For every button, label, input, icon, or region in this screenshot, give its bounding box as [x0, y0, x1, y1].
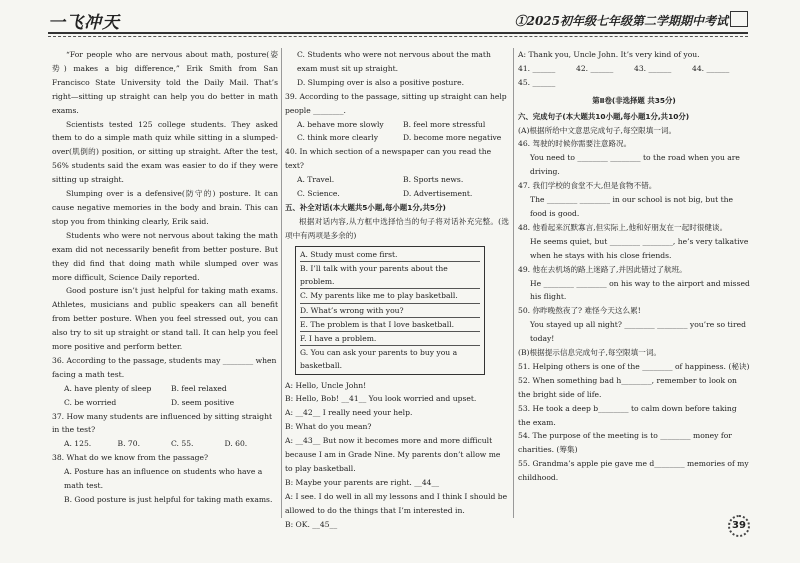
- answer-blank[interactable]: 41. ______: [518, 63, 556, 73]
- option[interactable]: D. Slumping over is also a positive posture.: [297, 77, 464, 87]
- dialogue-line: B: Maybe your parents are right. __44__: [285, 477, 440, 487]
- options-40: [285, 187, 509, 201]
- answer-row: [518, 62, 750, 76]
- question-54[interactable]: 54. The purpose of the meeting is to ________ money for charities. (筹集): [518, 431, 732, 455]
- header-rule-dashed: [48, 36, 748, 37]
- exam-title: ①2025初年级七年级第二学期期中考试: [514, 14, 728, 28]
- dialogue-line: A: __43__ But now it becomes more and more difficult because I am in Grade Nine. My parents don’t allow me to play basketball.: [285, 436, 501, 473]
- question-37: 37. How many students are influenced by sitting straight in the test?: [52, 411, 273, 435]
- passage-paragraph: Students who were not nervous about taking the math exam did not necessarily benefit from better posture. But they did find that doing math while slumped over was more difficult, Science Daily reported.: [52, 230, 278, 282]
- passage-paragraph: Good posture isn’t just helpful for taking math exams. Athletes, musicians and public speakers can all benefit from better posture. When you feel stressed out, you can also try to sit up straight or stand tall. It can help you feel more positive and perform better.: [52, 286, 278, 352]
- box-option: C. My parents like me to play basketball.: [300, 289, 480, 303]
- dialogue-line: A: Hello, Uncle John!: [285, 380, 367, 390]
- option[interactable]: D. become more negative: [403, 133, 502, 143]
- header-rule: [48, 32, 748, 34]
- option[interactable]: A. 125.: [64, 439, 92, 449]
- answer-blank[interactable]: 45. ______: [518, 77, 556, 87]
- question-39: 39. According to the passage, sitting up straight can help people ________.: [285, 91, 507, 115]
- option[interactable]: A. behave more slowly: [297, 119, 384, 129]
- dialogue-line: B: Hello, Bob! __41__ You look worried and upset.: [285, 394, 477, 404]
- box-option: A. Study must come first.: [300, 248, 480, 262]
- question-53[interactable]: 53. He took a deep b________ to calm down before taking the exam.: [518, 403, 737, 427]
- answer-blank[interactable]: 43. ______: [634, 63, 672, 73]
- question-47-en[interactable]: The ________ ________ in our school is not big, but the food is good.: [530, 195, 734, 218]
- option[interactable]: B. Sports news.: [403, 175, 464, 185]
- options-36: [52, 382, 278, 396]
- option[interactable]: A. Travel.: [297, 175, 335, 185]
- passage-paragraph: Slumping over is a defensive(防守的) posture. It can cause negative memories in the body and brain. This can stop you from thinking clearly, Erik said.: [52, 189, 278, 226]
- question-48-en[interactable]: He seems quiet, but ________ ________, he’s very talkative when he stays with his close friends.: [530, 236, 749, 260]
- column-divider: [513, 48, 514, 518]
- option[interactable]: B. 70.: [117, 439, 140, 449]
- header-decoration: [730, 11, 748, 27]
- subsection-instruction: (A)根据所给中文意思完成句子,每空限填一词。: [518, 125, 677, 135]
- dialogue-line: B: OK. __45__: [285, 519, 338, 529]
- passage-paragraph: “For people who are nervous about math, posture(姿势) makes a big difference,” Erik Smith from San Francisco State University told the Daily Mail. That’s right—sitting up straight can help you do better in math exams.: [52, 50, 278, 115]
- option[interactable]: B. feel relaxed: [171, 383, 227, 393]
- question-49-cn: 49. 他在去机场的路上迷路了,并因此错过了航班。: [518, 264, 687, 274]
- question-52[interactable]: 52. When something bad h________, remember to look on the bright side of life.: [518, 375, 737, 399]
- section-title: 六、完成句子(本大题共10小题,每小题1分,共10分): [518, 111, 690, 121]
- question-48-cn: 48. 他看起来沉默寡言,但实际上,他和好朋友在一起时很健谈。: [518, 222, 728, 232]
- question-51[interactable]: 51. Helping others is one of the ________ of happiness. (秘诀): [518, 361, 750, 371]
- box-option: B. I’ll talk with your parents about the problem.: [300, 262, 480, 289]
- dialogue-line: A: Thank you, Uncle John. It’s very kind of you.: [518, 50, 700, 59]
- box-option: E. The problem is that I love basketball.: [300, 318, 480, 332]
- option[interactable]: C. think more clearly: [297, 133, 379, 143]
- question-46-en[interactable]: You need to ________ ________ to the road when you are driving.: [530, 153, 740, 177]
- question-47-cn: 47. 我们学校的食堂不大,但是食物不错。: [518, 181, 657, 191]
- passage-paragraph: Scientists tested 125 college students. They asked them to do a simple math quiz while sitting in a slumped-over(肌倒的) position, or sitting up straight. After the test, 56% students said the exam was easier to do if they were sitting up straight.: [52, 119, 278, 185]
- option[interactable]: D. seem positive: [171, 397, 235, 407]
- options-36: [52, 396, 278, 410]
- question-50-en[interactable]: You stayed up all night? ________ ________ you’re so tired today!: [530, 320, 746, 344]
- option[interactable]: A. have plenty of sleep: [64, 383, 152, 393]
- option[interactable]: C. Science.: [297, 189, 340, 199]
- option[interactable]: D. 60.: [224, 439, 248, 449]
- option[interactable]: D. Advertisement.: [403, 189, 473, 199]
- option[interactable]: B. Good posture is just helpful for taking math exams.: [64, 495, 273, 504]
- page-header: [0, 0, 800, 44]
- question-46-cn: 46. 驾驶的时候你需要注意路况。: [518, 139, 632, 149]
- brand-logo: 一飞冲天: [48, 13, 120, 33]
- box-option: D. What’s wrong with you?: [300, 304, 480, 318]
- part-title: 第Ⅱ卷(非选择题 共35分): [592, 95, 676, 105]
- question-40: 40. In which section of a newspaper can you read the text?: [285, 147, 492, 171]
- dialogue-line: A: I see. I do well in all my lessons and I think I should be allowed to do the things that I’m interested in.: [285, 491, 508, 515]
- dialogue-line: B: What do you mean?: [285, 422, 372, 432]
- answer-blank[interactable]: 42. ______: [576, 63, 614, 73]
- options-40: [285, 173, 509, 187]
- column-left: [52, 48, 278, 507]
- column-divider: [281, 48, 282, 518]
- option[interactable]: C. 55.: [171, 439, 194, 449]
- section-instruction: 根据对话内容,从方框中选择恰当的句子将对话补充完整。(选项中有两项是多余的): [285, 216, 509, 240]
- box-option: G. You can ask your parents to buy you a basketball.: [300, 348, 458, 371]
- question-36: 36. According to the passage, students may ________ when facing a math test.: [52, 355, 277, 379]
- options-39: [285, 131, 509, 145]
- question-38: 38. What do we know from the passage?: [52, 453, 209, 463]
- options-box: [295, 246, 485, 375]
- answer-blank[interactable]: 44. ______: [692, 63, 730, 73]
- page-number: 39: [728, 515, 750, 537]
- subsection-instruction: (B)根据提示信息完成句子,每空限填一词。: [518, 348, 662, 358]
- option[interactable]: C. be worried: [64, 397, 117, 407]
- question-49-en[interactable]: He ________ ________ on his way to the airport and missed his flight.: [530, 278, 750, 302]
- column-right: [518, 48, 750, 485]
- column-middle: [285, 48, 509, 531]
- option[interactable]: C. Students who were not nervous about the math exam must sit up straight.: [297, 50, 491, 73]
- option[interactable]: B. feel more stressful: [403, 119, 486, 129]
- option[interactable]: A. Posture has an influence on students who have a math test.: [64, 467, 263, 491]
- dialogue-line: A: __42__ I really need your help.: [285, 408, 413, 418]
- section-title: 五、补全对话(本大题共5小题,每小题1分,共5分): [285, 202, 446, 212]
- question-50-cn: 50. 你昨晚熬夜了? 难怪今天这么累!: [518, 306, 641, 316]
- question-55[interactable]: 55. Grandma’s apple pie gave me d________ memories of my childhood.: [518, 459, 749, 483]
- box-option: F. I have a problem.: [300, 332, 480, 346]
- options-37: [52, 437, 278, 451]
- options-39: [285, 118, 509, 132]
